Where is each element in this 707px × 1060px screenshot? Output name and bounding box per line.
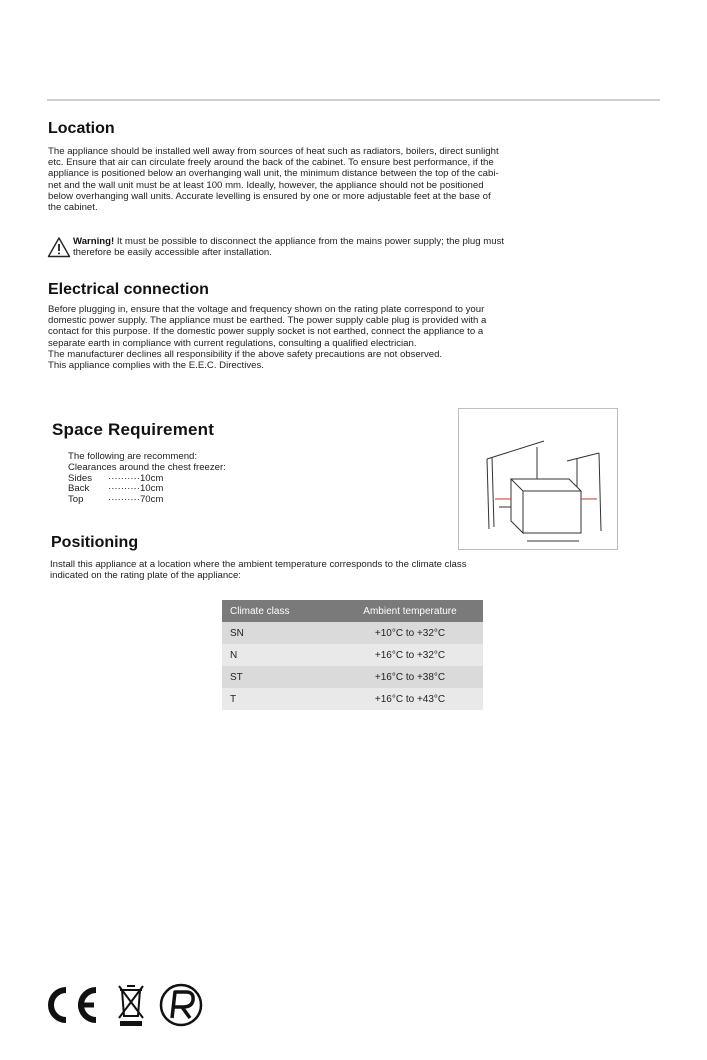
top-divider (47, 99, 660, 101)
climate-class-cell: N (222, 644, 337, 666)
clearance-value: ··········10cm (108, 483, 164, 495)
positioning-paragraph (50, 559, 662, 581)
table-row (222, 622, 483, 644)
clearance-label: Top (68, 494, 84, 506)
clearance-label: Sides (68, 472, 92, 484)
table-row (222, 688, 483, 710)
ce-mark-icon (40, 982, 102, 1028)
clearance-value: ··········10cm (108, 472, 164, 484)
electrical-paragraph (48, 304, 660, 371)
clearance-value: ··········70cm (108, 494, 164, 506)
climate-class-table (222, 600, 483, 710)
climate-class-cell: T (222, 688, 337, 710)
location-line: net and the wall unit must be at least 100 mm. Ideally, however, the appliance should not be positioned (48, 179, 484, 191)
temperature-range-cell: +16°C to +43°C (337, 688, 483, 710)
electrical-heading: Electrical connection (48, 281, 209, 298)
electrical-line: contact for this purpose. If the domestic power supply socket is not earthed, connect the appliance to a (48, 326, 484, 338)
location-line: appliance is positioned below an overhanging wall unit, the minimum distance between the top of the cabi- (48, 168, 499, 180)
crossed-bin-icon (116, 982, 146, 1028)
space-requirement-heading: Space Requirement (52, 420, 215, 439)
certification-marks (40, 982, 220, 1032)
location-line: The appliance should be installed well away from sources of heat such as radiators, boilers, direct sunlight (48, 146, 499, 157)
temperature-range-cell: +10°C to +32°C (337, 622, 483, 644)
positioning-line: indicated on the rating plate of the appliance: (50, 570, 241, 582)
electrical-line: Before plugging in, ensure that the voltage and frequency shown on the rating plate correspond to your (48, 304, 485, 315)
location-line: below overhanging wall units. Accurate levelling is ensured by one or more adjustable feet at the base of (48, 190, 491, 202)
header-climate-class: Climate class (222, 600, 337, 622)
electrical-line: This appliance complies with the E.E.C. Directives. (48, 360, 264, 372)
r-mark-icon (158, 982, 204, 1028)
warning-line-1 (73, 236, 504, 247)
chest-freezer-illustration (459, 409, 617, 549)
temperature-range-cell: +16°C to +38°C (337, 666, 483, 688)
positioning-line: Install this appliance at a location where the ambient temperature corresponds to the climate class (50, 559, 467, 570)
warning-text-1: It must be possible to disconnect the appliance from the mains power supply; the plug must (114, 236, 505, 247)
table-row (222, 666, 483, 688)
positioning-heading: Positioning (51, 534, 139, 551)
clearance-top (68, 495, 226, 506)
location-line: the cabinet. (48, 202, 98, 214)
header-ambient-temperature: Ambient temperature (337, 600, 483, 622)
location-heading: Location (48, 120, 115, 137)
temperature-range-cell: +16°C to +32°C (337, 644, 483, 666)
electrical-line: separate earth in compliance with current regulations, consulting a qualified electrician. (48, 337, 417, 349)
clearance-subtitle: Clearances around the chest freezer: (68, 461, 226, 473)
clearance-intro: The following are recommend: (68, 451, 198, 462)
electrical-line: The manufacturer declines all responsibility if the above safety precautions are not observed. (48, 348, 443, 360)
climate-class-cell: SN (222, 622, 337, 644)
clearance-list (68, 452, 226, 506)
location-line: etc. Ensure that air can circulate freely around the back of the cabinet. To ensure best performance, if the (48, 157, 494, 169)
location-paragraph (48, 146, 660, 213)
warning-triangle-icon (47, 236, 71, 258)
table-row (222, 644, 483, 666)
table-header-row (222, 600, 483, 622)
warning-note (47, 236, 662, 264)
freezer-clearance-diagram (458, 408, 618, 550)
warning-text-2: therefore be easily accessible after installation. (73, 247, 272, 259)
climate-class-cell: ST (222, 666, 337, 688)
electrical-line: domestic power supply. The appliance must be earthed. The power supply cable plug is provided with a (48, 315, 487, 327)
warning-label: Warning! (73, 236, 115, 247)
clearance-label: Back (68, 483, 90, 495)
